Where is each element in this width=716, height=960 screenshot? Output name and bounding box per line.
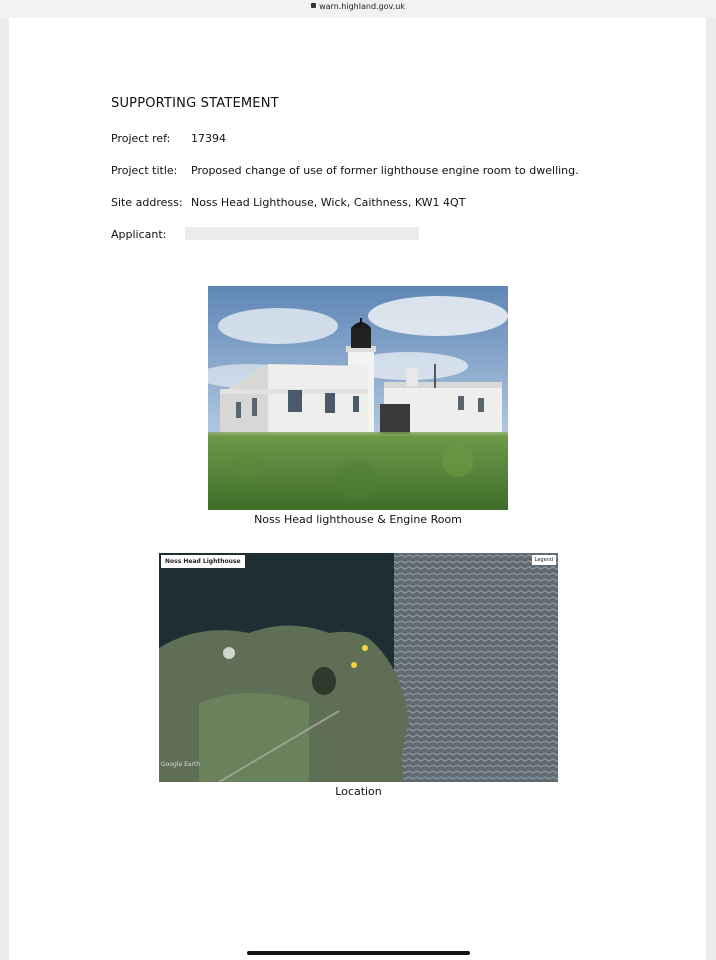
project-title-value: Proposed change of use of former lighthouse engine room to dwelling. <box>191 164 579 177</box>
satellite-map-image <box>159 553 558 782</box>
map-legend-button[interactable]: Legend <box>532 555 556 565</box>
page-title: SUPPORTING STATEMENT <box>111 96 279 111</box>
lighthouse-photo <box>208 286 508 510</box>
location-map <box>159 553 558 782</box>
applicant-redacted-field <box>185 227 419 240</box>
google-earth-watermark: Google Earth <box>161 761 201 768</box>
url-text: warn.highland.gov.uk <box>319 2 405 11</box>
map-caption: Location <box>335 785 382 798</box>
site-address-row <box>111 196 465 209</box>
browser-status-bar <box>0 0 716 18</box>
project-ref-value: 17394 <box>191 132 226 145</box>
lock-icon <box>311 3 316 8</box>
project-title-row <box>111 164 579 177</box>
url-bar[interactable] <box>0 2 716 11</box>
lighthouse-image <box>208 286 508 510</box>
home-indicator[interactable] <box>247 951 470 955</box>
map-title-label: Noss Head Lighthouse <box>161 555 245 568</box>
photo-caption: Noss Head lighthouse & Engine Room <box>254 513 462 526</box>
document-page <box>9 18 706 960</box>
project-ref-row <box>111 132 226 145</box>
site-address-value: Noss Head Lighthouse, Wick, Caithness, KW1 4QT <box>191 196 466 209</box>
applicant-label: Applicant: <box>111 228 167 241</box>
project-ref-label: Project ref: <box>111 132 171 145</box>
site-address-label: Site address: <box>111 196 183 209</box>
project-title-label: Project title: <box>111 164 178 177</box>
